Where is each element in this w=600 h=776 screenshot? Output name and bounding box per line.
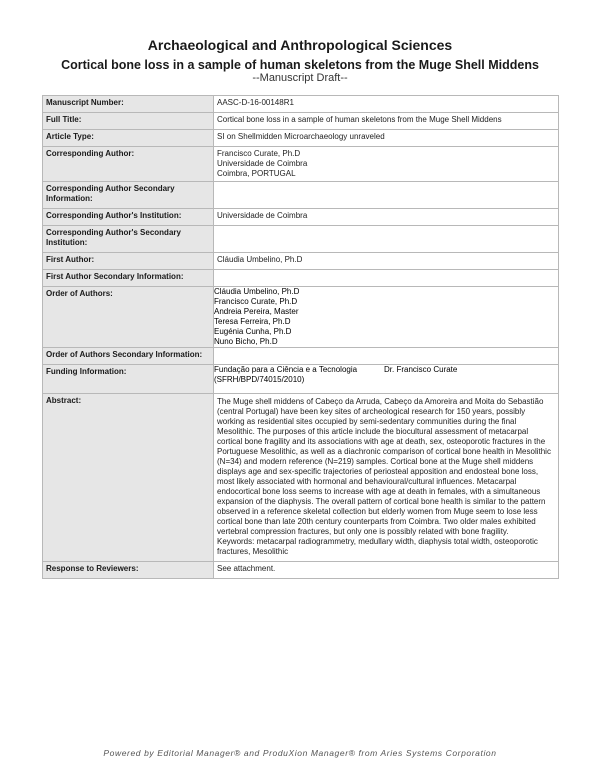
field-label: Order of Authors: xyxy=(43,287,214,348)
article-title: Cortical bone loss in a sample of human skeletons from the Muge Shell Middens xyxy=(61,58,539,72)
funding-recipient: Dr. Francisco Curate xyxy=(384,365,458,374)
row-corresponding-institution xyxy=(43,209,559,226)
field-label: Corresponding Author: xyxy=(43,147,214,182)
author-item: Andreia Pereira, Master xyxy=(214,307,299,316)
author-item: Teresa Ferreira, Ph.D xyxy=(214,317,291,326)
row-corresponding-secondary-institution xyxy=(43,226,559,253)
field-label: Funding Information: xyxy=(43,365,214,394)
field-label: Corresponding Author's Institution: xyxy=(43,209,214,226)
row-response-to-reviewers xyxy=(43,562,559,579)
author-location: Coimbra, PORTUGAL xyxy=(217,169,296,178)
draft-label: --Manuscript Draft-- xyxy=(252,72,348,84)
field-value: Cortical bone loss in a sample of human skeletons from the Muge Shell Middens xyxy=(214,113,559,130)
authors-table xyxy=(214,287,558,347)
row-first-author-secondary xyxy=(43,270,559,287)
row-order-of-authors xyxy=(43,287,559,348)
author-name: Francisco Curate, Ph.D xyxy=(217,149,301,158)
field-value xyxy=(214,270,559,287)
row-order-secondary xyxy=(43,348,559,365)
author-item: Francisco Curate, Ph.D xyxy=(214,297,298,306)
funding-info xyxy=(214,365,559,394)
authors-list xyxy=(214,287,559,348)
row-first-author xyxy=(43,253,559,270)
field-label: Article Type: xyxy=(43,130,214,147)
field-label: First Author: xyxy=(43,253,214,270)
field-value: AASC-D-16-00148R1 xyxy=(214,96,559,113)
row-corresponding-author xyxy=(43,147,559,182)
field-value: SI on Shellmidden Microarchaeology unraveled xyxy=(214,130,559,147)
row-funding xyxy=(43,365,559,394)
funding-source: Fundação para a Ciência e a Tecnologia (SFRH/BPD/74015/2010) xyxy=(214,365,358,384)
field-label: Manuscript Number: xyxy=(43,96,214,113)
field-value xyxy=(214,147,559,182)
field-value: Cláudia Umbelino, Ph.D xyxy=(214,253,559,270)
field-value: Universidade de Coimbra xyxy=(214,209,559,226)
journal-name: Archaeological and Anthropological Sciences xyxy=(147,37,453,53)
field-value xyxy=(214,348,559,365)
abstract-text: The Muge shell middens of Cabeço da Arruda, Cabeço da Amoreira and Moita do Sebastião (central Portugal) have been key sites of archeological research for 150 years, possibly working as residential sites occupied by semi-sedentary communities during the final Mesolithic. The purposes of this article include the biocultural assessment of metacarpal cortical bone fragility and its associations with age at death, sex, osteoporotic fractures in the Portuguese Mesolithic, as well as a diachronic comparison of cortical bone health in Mesolithic (N=34) and modern reference (N=219) samples. Cortical bone at the Muge shell middens displays age and sex-specific trajectories of periosteal apposition and endosteal bone loss, most likely associated with hormonal and behavioural/cultural influences. Metacarpal endocortical bone loss seems to increase with age at death in females, with a simultaneous expansion of the diaphysis. The overall pattern of cortical bone health is similar to the pattern observed in a reference skeletal collection but elderly women from Muge seem to lose less cortical bone than late 20th century counterparts from Coimbra. Two older males exhibited vertebral compression fractures, but only one is possibly related with bone fragility. xyxy=(217,397,551,536)
row-corresponding-secondary xyxy=(43,182,559,209)
abstract-keywords: Keywords: metacarpal radiogrammetry, medullary width, diaphysis total width, osteoporotic fractures, Mesolithic xyxy=(217,537,538,556)
field-label: Corresponding Author's Secondary Institution: xyxy=(43,226,214,253)
document-header xyxy=(0,36,600,84)
manuscript-metadata-table xyxy=(42,95,559,579)
field-label: Response to Reviewers: xyxy=(43,562,214,579)
author-affiliation: Universidade de Coimbra xyxy=(217,159,308,168)
field-value xyxy=(214,226,559,253)
field-label: First Author Secondary Information: xyxy=(43,270,214,287)
field-value xyxy=(214,182,559,209)
field-label: Order of Authors Secondary Information: xyxy=(43,348,214,365)
field-label: Abstract: xyxy=(43,394,214,562)
field-label: Corresponding Author Secondary Information: xyxy=(43,182,214,209)
row-manuscript-number xyxy=(43,96,559,113)
footer-credit: Powered by Editorial Manager® and ProduXion Manager® from Aries Systems Corporation xyxy=(103,748,497,758)
field-label: Full Title: xyxy=(43,113,214,130)
row-abstract xyxy=(43,394,559,562)
author-item: Cláudia Umbelino, Ph.D xyxy=(214,287,300,296)
row-full-title xyxy=(43,113,559,130)
row-article-type xyxy=(43,130,559,147)
abstract-content xyxy=(214,394,559,562)
field-value: See attachment. xyxy=(214,562,559,579)
author-item: Nuno Bicho, Ph.D xyxy=(214,337,278,346)
author-item: Eugénia Cunha, Ph.D xyxy=(214,327,292,336)
funding-table xyxy=(214,365,558,385)
